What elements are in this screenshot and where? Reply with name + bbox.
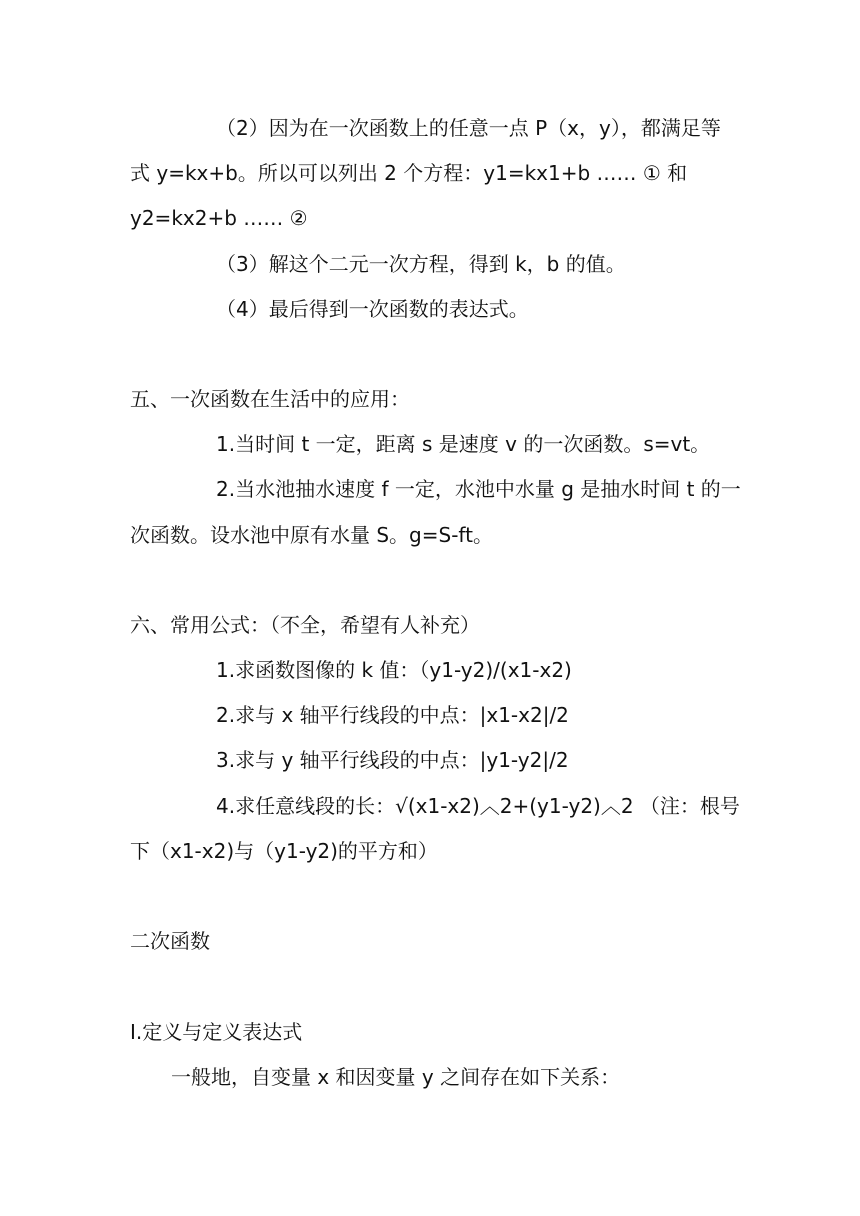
section-5-item-2-line-1: 2.当水池抽水速度 f 一定，水池中水量 g 是抽水时间 t 的一 xyxy=(216,477,741,501)
step-3-line: （3）解这个二元一次方程，得到 k，b 的值。 xyxy=(216,252,626,276)
step-4-line: （4）最后得到一次函数的表达式。 xyxy=(216,297,529,321)
step-2-line-1: （2）因为在一次函数上的任意一点 P（x，y），都满足等 xyxy=(216,116,721,140)
formula-2: 2.求与 x 轴平行线段的中点：|x1-x2|/2 xyxy=(216,703,569,727)
formula-4-line-1: 4.求任意线段的长：√(x1-x2)︿2+(y1-y2)︿2 （注：根号 xyxy=(216,794,740,818)
section-5-heading: 五、一次函数在生活中的应用： xyxy=(130,387,410,411)
section-6-heading: 六、常用公式：（不全，希望有人补充） xyxy=(130,613,480,637)
definition-heading: I.定义与定义表达式 xyxy=(130,1020,303,1044)
definition-line: 一般地，自变量 x 和因变量 y 之间存在如下关系： xyxy=(171,1065,621,1089)
section-5-item-1: 1.当时间 t 一定，距离 s 是速度 v 的一次函数。s=vt。 xyxy=(216,432,711,456)
step-2-line-2: 式 y=kx+b。所以可以列出 2 个方程：y1=kx1+b …… ① 和 xyxy=(130,161,688,185)
quadratic-heading: 二次函数 xyxy=(130,929,210,953)
section-5-item-2-line-2: 次函数。设水池中原有水量 S。g=S-ft。 xyxy=(130,523,493,547)
step-2-line-3: y2=kx2+b …… ② xyxy=(130,206,308,230)
formula-1: 1.求函数图像的 k 值：（y1-y2)/(x1-x2) xyxy=(216,658,572,682)
formula-3: 3.求与 y 轴平行线段的中点：|y1-y2|/2 xyxy=(216,748,569,772)
formula-4-line-2: 下（x1-x2)与（y1-y2)的平方和） xyxy=(130,839,438,863)
